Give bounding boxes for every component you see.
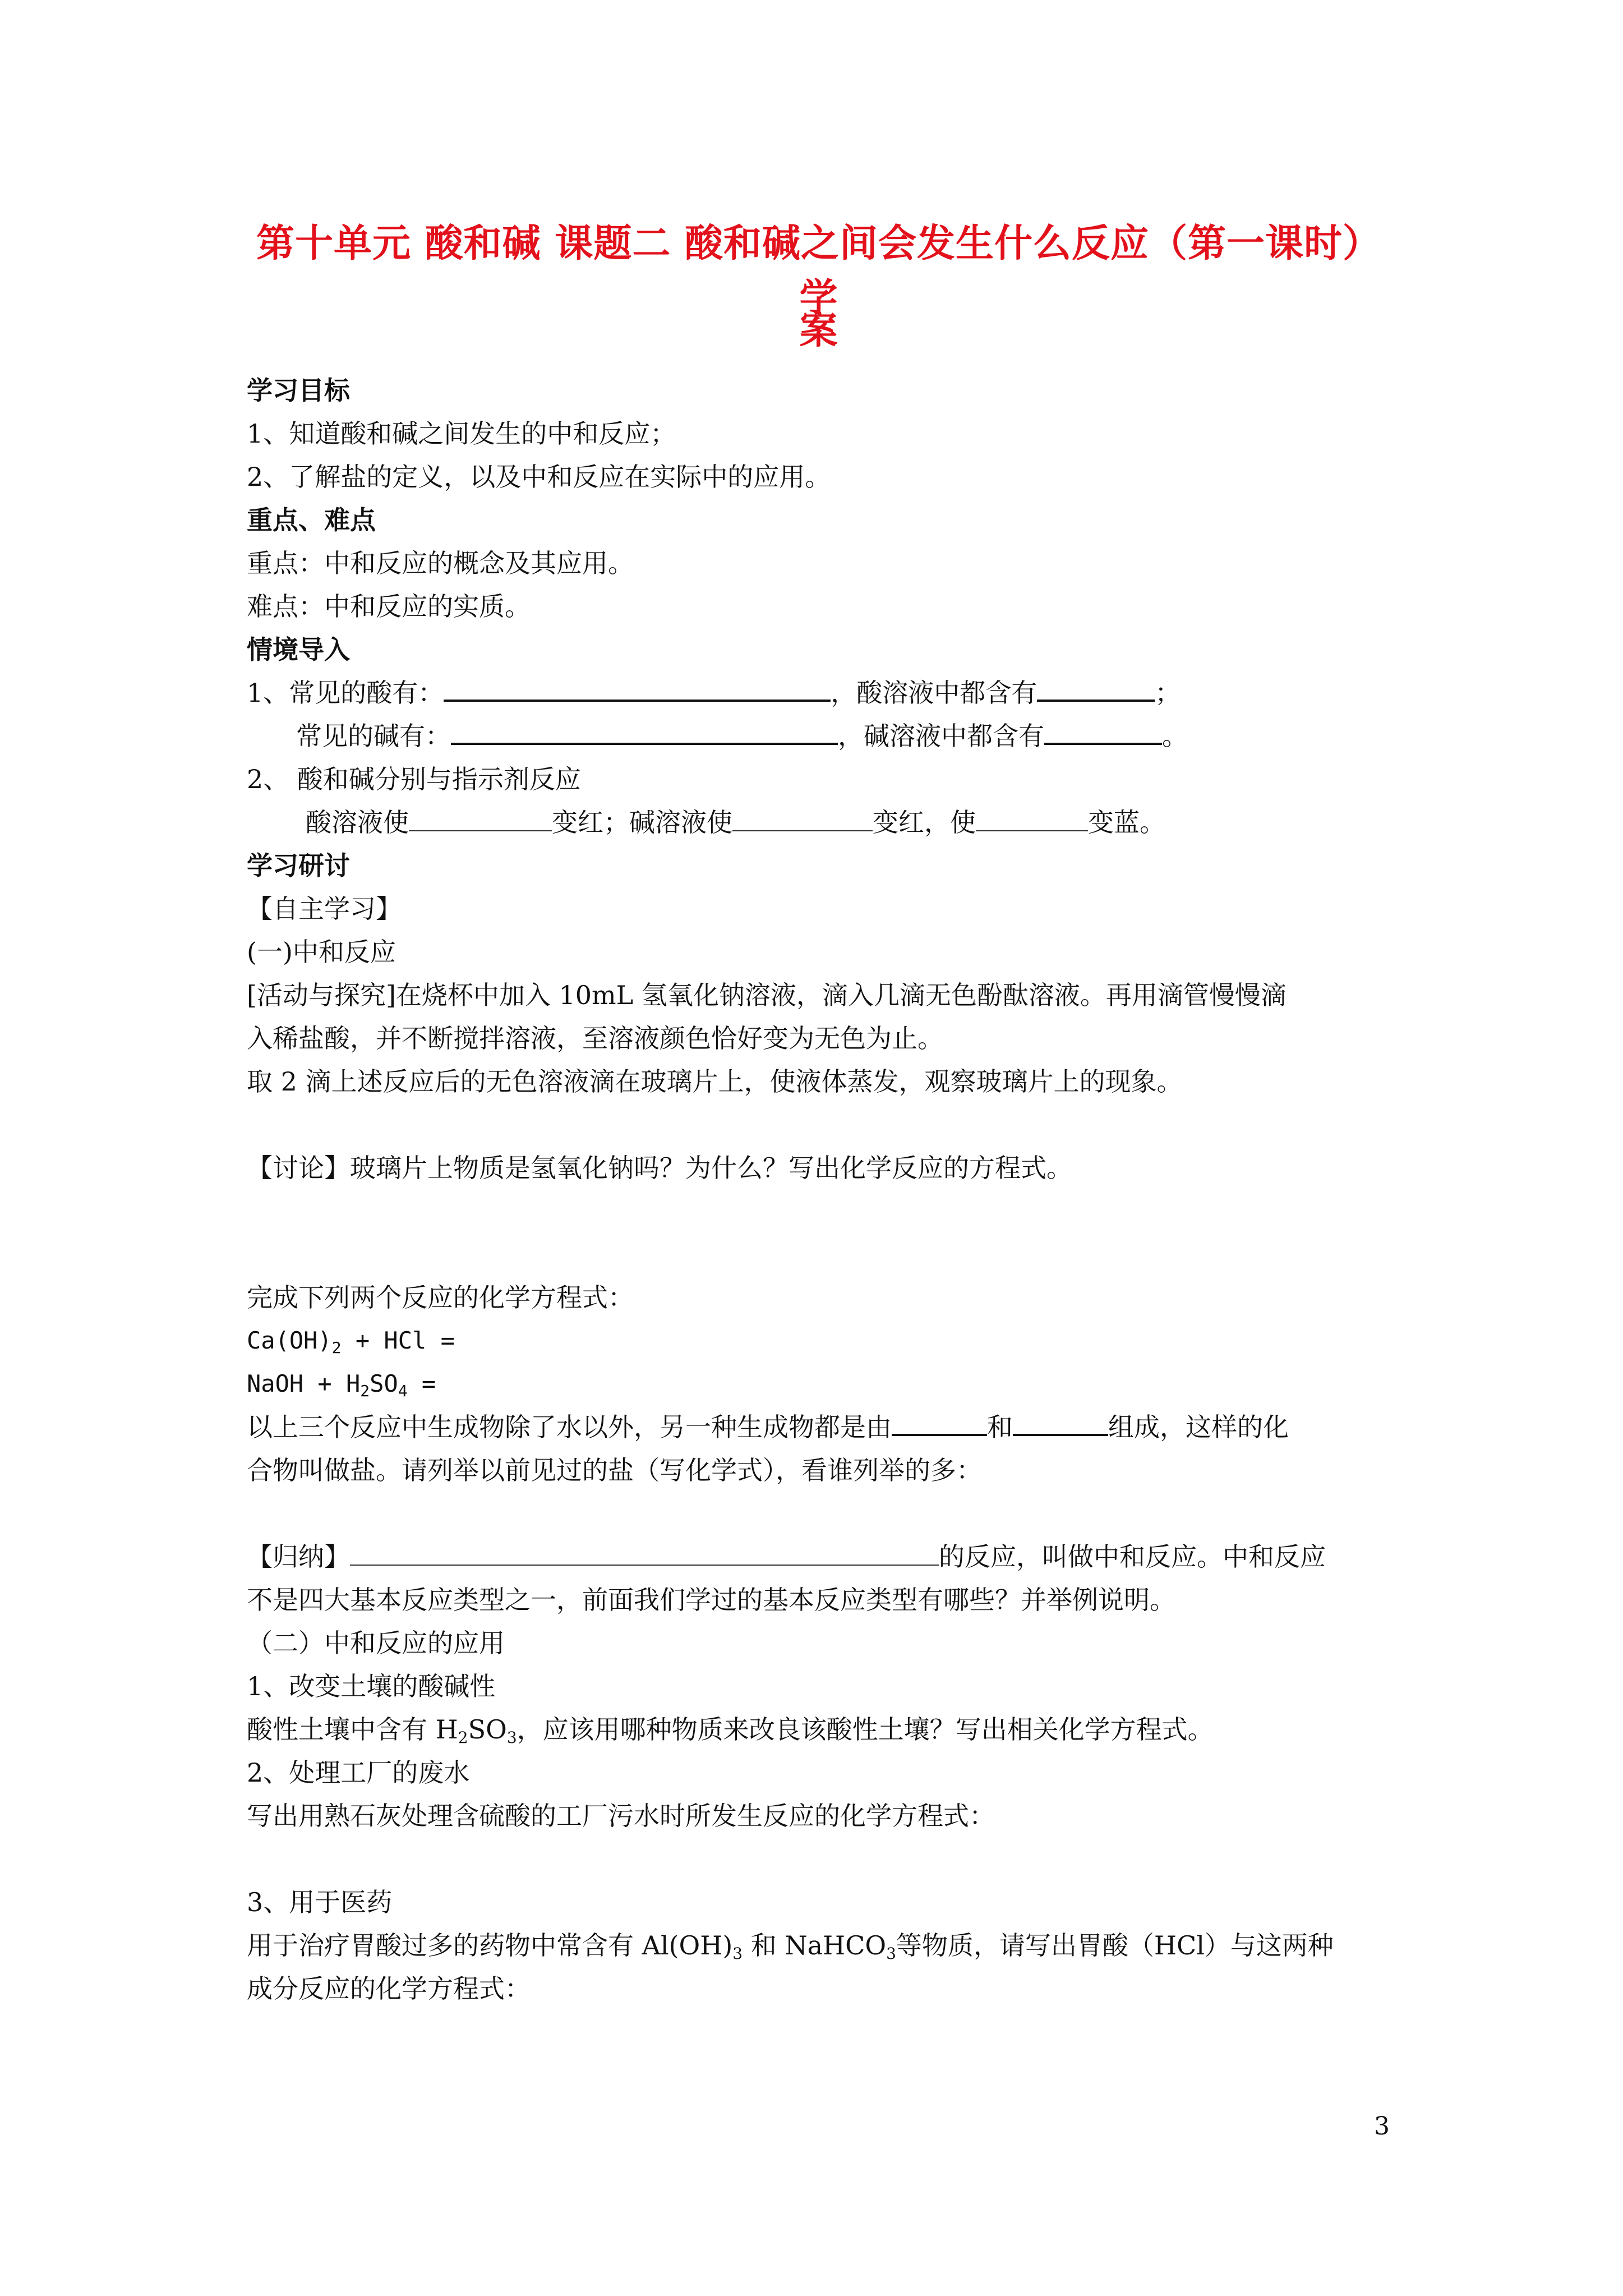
page-number: 3 bbox=[1374, 2112, 1390, 2141]
document-title-line1: 第十单元 酸和碱 课题二 酸和碱之间会发生什么反应（第一课时）学 bbox=[256, 222, 1382, 320]
acids-prefix: 1、常见的酸有： bbox=[247, 678, 444, 708]
salt-blank-2[interactable] bbox=[1013, 1411, 1108, 1436]
activity-line-1: [活动与探究]在烧杯中加入 10mL 氢氧化钠溶液，滴入几滴无色酚酞溶液。再用滴管慢慢滴 bbox=[247, 980, 1287, 1010]
discussion-prompt: 【讨论】玻璃片上物质是氢氧化钠吗？为什么？写出化学反应的方程式。 bbox=[247, 1153, 1072, 1183]
summary-text: 的反应，叫做中和反应。中和反应 bbox=[939, 1542, 1326, 1572]
eq2-subscript-2: 4 bbox=[398, 1382, 408, 1400]
app3-subscript-1: 3 bbox=[732, 1944, 743, 1963]
salt-text-a: 以上三个反应中生成物除了水以外，另一种生成物都是由 bbox=[247, 1412, 892, 1442]
application-3-question-line-1 bbox=[247, 1930, 1413, 1970]
salt-text-c: 组成，这样的化 bbox=[1108, 1412, 1289, 1442]
key-point: 重点：中和反应的概念及其应用。 bbox=[247, 548, 634, 578]
document-title-line2: 案 bbox=[799, 309, 838, 353]
summary-label: 【归纳】 bbox=[247, 1542, 350, 1572]
app3-text-a: 用于治疗胃酸过多的药物中常含有 Al(OH) bbox=[247, 1930, 733, 1961]
acids-end: ； bbox=[1155, 678, 1181, 708]
app1-text-c: ，应该用哪种物质来改良该酸性土壤？写出相关化学方程式。 bbox=[517, 1714, 1214, 1745]
complete-equations-prompt: 完成下列两个反应的化学方程式： bbox=[247, 1282, 634, 1313]
bases-mid: ，碱溶液中都含有 bbox=[838, 721, 1044, 751]
application-1-heading: 1、改变土壤的酸碱性 bbox=[247, 1671, 496, 1701]
indicator-a2: 变红；碱溶液使 bbox=[552, 807, 732, 838]
section-applications: （二）中和反应的应用 bbox=[247, 1628, 505, 1658]
common-acids-line bbox=[247, 677, 1413, 708]
bases-end: 。 bbox=[1162, 721, 1188, 751]
equation-2 bbox=[247, 1368, 1413, 1407]
salt-blank-1[interactable] bbox=[892, 1411, 987, 1436]
indicator-blank-2[interactable] bbox=[732, 808, 873, 831]
activity-line-2: 入稀盐酸，并不断搅拌溶液，至溶液颜色恰好变为无色为止。 bbox=[247, 1023, 943, 1053]
indicator-answer-line bbox=[306, 807, 1472, 838]
objective-item-2: 2、了解盐的定义，以及中和反应在实际中的应用。 bbox=[247, 462, 831, 492]
objective-item-1: 1、知道酸和碱之间发生的中和反应； bbox=[247, 418, 676, 449]
bases-blank[interactable] bbox=[451, 720, 838, 745]
acids-blank[interactable] bbox=[444, 677, 831, 702]
study-heading: 学习研讨 bbox=[247, 850, 350, 881]
app3-text-b: 和 NaHCO bbox=[743, 1930, 887, 1961]
section-neutralization: (一)中和反应 bbox=[247, 937, 396, 967]
eq2-subscript-1: 2 bbox=[360, 1382, 370, 1400]
eq2-part-b: SO bbox=[370, 1370, 398, 1397]
app1-subscript-2: 3 bbox=[506, 1728, 517, 1747]
objectives-heading: 学习目标 bbox=[247, 375, 350, 406]
app3-text-c: 等物质，请写出胃酸（HCl）与这两种 bbox=[896, 1930, 1334, 1961]
application-3-question-line-2: 成分反应的化学方程式： bbox=[247, 1973, 531, 2004]
salt-definition-line-1 bbox=[247, 1411, 1413, 1443]
eq2-part-a: NaOH + H bbox=[247, 1370, 361, 1397]
summary-line-2: 不是四大基本反应类型之一，前面我们学过的基本反应类型有哪些？并举例说明。 bbox=[247, 1585, 1175, 1615]
application-1-question bbox=[247, 1714, 1413, 1754]
app1-text-a: 酸性土壤中含有 H bbox=[247, 1714, 458, 1745]
salt-definition-line-2: 合物叫做盐。请列举以前见过的盐（写化学式），看谁列举的多： bbox=[247, 1455, 982, 1485]
activity-line-3: 取 2 滴上述反应后的无色溶液滴在玻璃片上，使液体蒸发，观察玻璃片上的现象。 bbox=[247, 1066, 1183, 1097]
indicator-question: 2、 酸和碱分别与指示剂反应 bbox=[247, 764, 581, 794]
intro-heading: 情境导入 bbox=[247, 634, 350, 665]
indicator-blank-1[interactable] bbox=[409, 808, 552, 831]
key-points-heading: 重点、难点 bbox=[247, 505, 376, 535]
indicator-blank-3[interactable] bbox=[976, 808, 1088, 831]
common-bases-line bbox=[296, 720, 1463, 752]
indicator-a3: 变红，使 bbox=[873, 807, 976, 838]
indicator-a1: 酸溶液使 bbox=[306, 807, 409, 838]
acids-mid: ，酸溶液中都含有 bbox=[831, 678, 1038, 708]
summary-line-1 bbox=[247, 1541, 1413, 1572]
app3-subscript-2: 3 bbox=[886, 1944, 896, 1963]
eq1-part-b: + HCl = bbox=[341, 1327, 455, 1354]
acid-ion-blank[interactable] bbox=[1037, 677, 1155, 702]
eq1-subscript: 2 bbox=[331, 1338, 342, 1357]
application-2-question: 写出用熟石灰处理含硫酸的工厂污水时所发生反应的化学方程式： bbox=[247, 1801, 995, 1831]
indicator-a4: 变蓝。 bbox=[1088, 807, 1165, 838]
difficult-point: 难点：中和反应的实质。 bbox=[247, 591, 531, 622]
salt-text-b: 和 bbox=[987, 1412, 1013, 1442]
base-ion-blank[interactable] bbox=[1044, 720, 1162, 745]
eq2-part-c: = bbox=[407, 1370, 436, 1397]
summary-blank[interactable] bbox=[350, 1542, 939, 1566]
application-3-heading: 3、用于医药 bbox=[247, 1887, 393, 1917]
equation-1 bbox=[247, 1325, 1413, 1364]
app1-subscript-1: 2 bbox=[458, 1728, 468, 1747]
application-2-heading: 2、处理工厂的废水 bbox=[247, 1757, 470, 1788]
app1-text-b: SO bbox=[468, 1714, 507, 1745]
eq1-part-a: Ca(OH) bbox=[247, 1327, 332, 1354]
self-study-label: 【自主学习】 bbox=[247, 894, 402, 924]
bases-prefix: 常见的碱有： bbox=[296, 721, 451, 751]
